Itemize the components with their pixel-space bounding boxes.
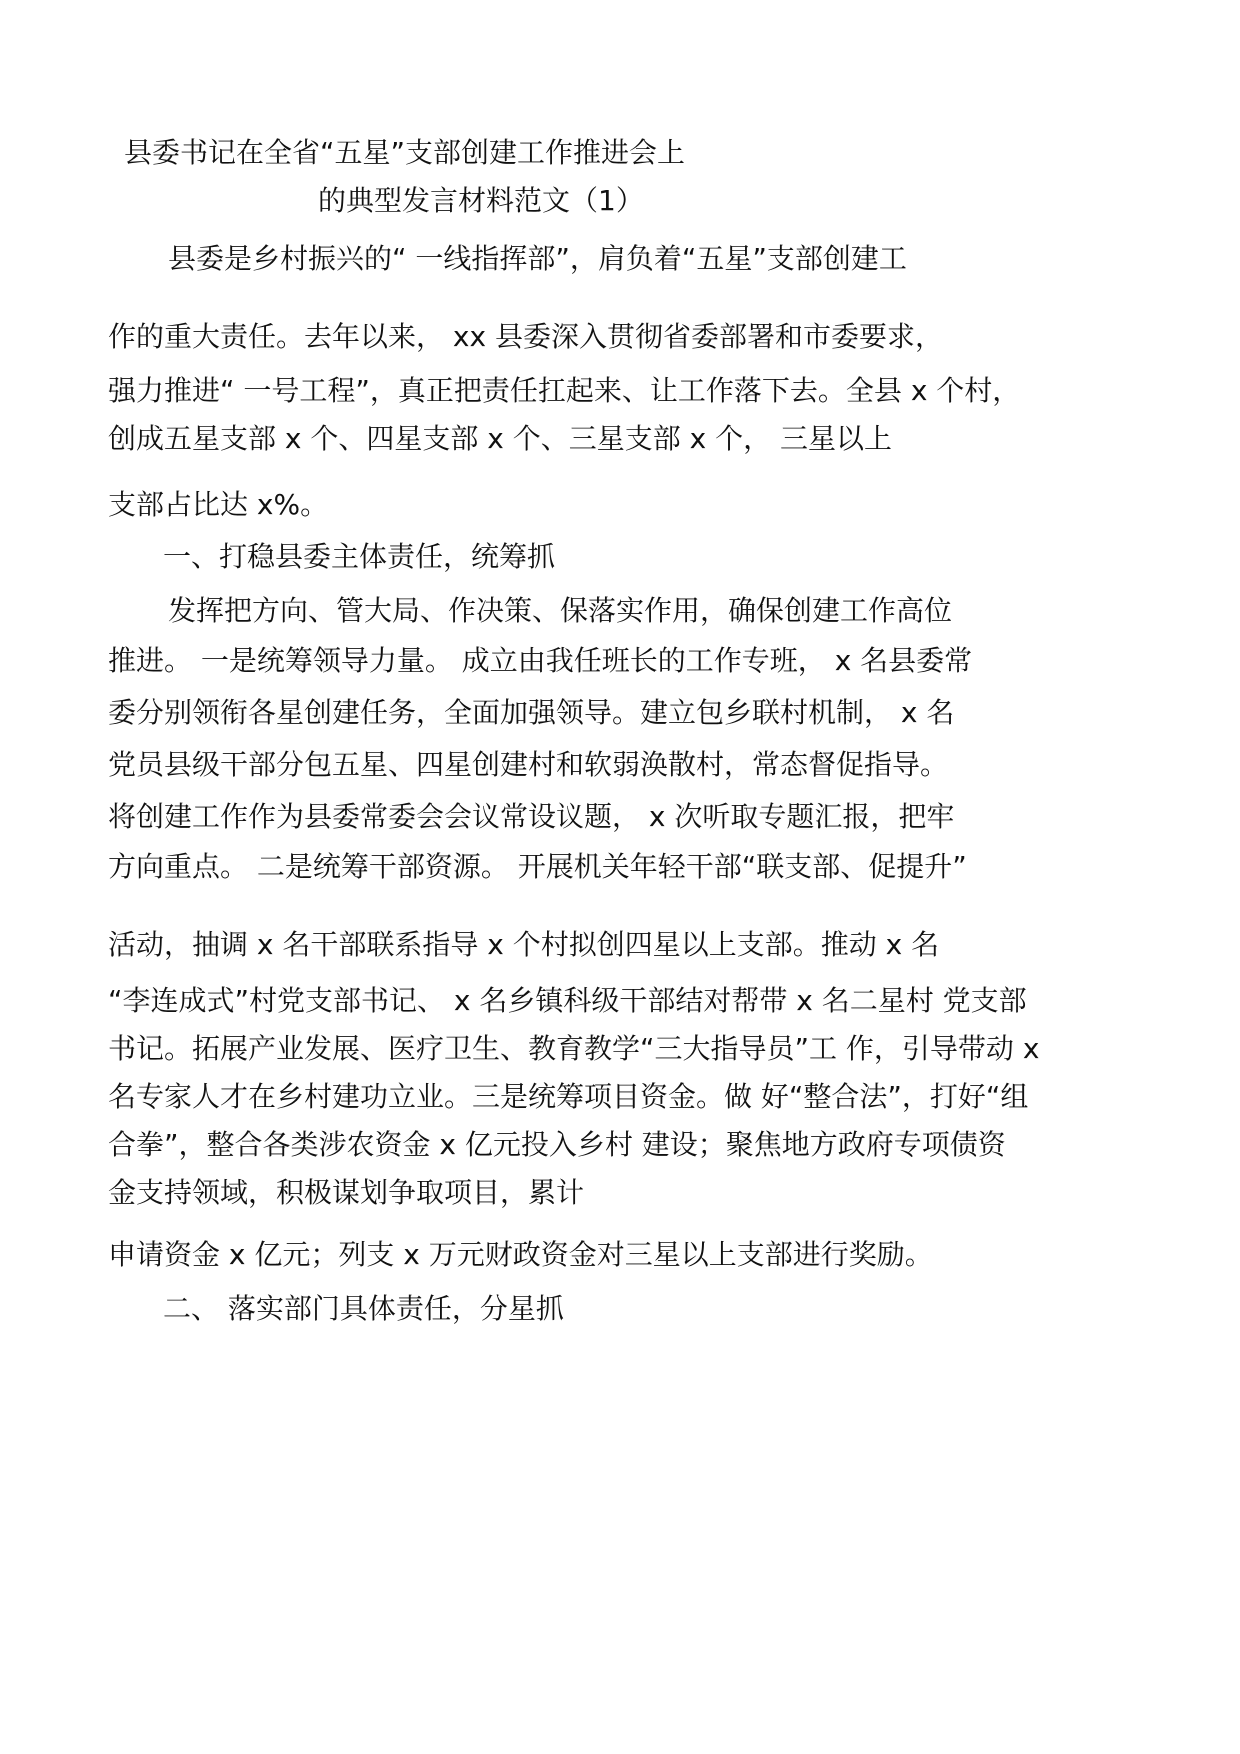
paragraph-line: 合拳”，整合各类涉农资金 x 亿元投入乡村 建设；聚焦地方政府专项债资 (108, 1128, 1006, 1161)
section-heading-2: 二、 落实部门具体责任，分星抓 (163, 1292, 564, 1325)
paragraph-line: 推进。 一是统筹领导力量。 成立由我任班长的工作专班， x 名县委常 (108, 644, 973, 677)
paragraph-line: 党员县级干部分包五星、四星创建村和软弱涣散村，常态督促指导。 (108, 748, 949, 781)
paragraph-line: 书记。拓展产业发展、医疗卫生、教育教学“三大指导员”工 作，引导带动 x (108, 1032, 1040, 1065)
paragraph-line: 方向重点。 二是统筹干部资源。 开展机关年轻干部“联支部、促提升” (108, 850, 967, 883)
paragraph-line: 委分别领衔各星创建任务，全面加强领导。建立包乡联村机制， x 名 (108, 696, 955, 729)
paragraph-line: 县委是乡村振兴的“ 一线指挥部”，肩负着“五星”支部创建工 (168, 242, 907, 275)
paragraph-line: “李连成式”村党支部书记、 x 名乡镇科级干部结对帮带 x 名二星村 党支部 (108, 984, 1027, 1017)
paragraph-line: 金支持领域，积极谋划争取项目，累计 (108, 1176, 585, 1209)
paragraph-line: 活动，抽调 x 名干部联系指导 x 个村拟创四星以上支部。推动 x 名 (108, 928, 940, 961)
paragraph-line: 支部占比达 x%。 (108, 488, 329, 521)
paragraph-line: 创成五星支部 x 个、四星支部 x 个、三星支部 x 个， 三星以上 (108, 422, 893, 455)
paragraph-line: 将创建工作作为县委常委会会议常设议题， x 次听取专题汇报，把牢 (108, 800, 955, 833)
paragraph-line: 作的重大责任。去年以来， xx 县委深入贯彻省委部署和市委要求， (108, 320, 943, 353)
paragraph-line: 名专家人才在乡村建功立业。三是统筹项目资金。做 好“整合法”，打好“组 (108, 1080, 1029, 1113)
section-heading-1: 一、打稳县委主体责任，统筹抓 (163, 540, 556, 573)
paragraph-line: 申请资金 x 亿元；列支 x 万元财政资金对三星以上支部进行奖励。 (108, 1238, 933, 1271)
title-line-1: 县委书记在全省“五星”支部创建工作推进会上 (124, 136, 686, 169)
paragraph-line: 强力推进“ 一号工程”，真正把责任扛起来、让工作落下去。全县 x 个村， (108, 374, 1021, 407)
title-line-2: 的典型发言材料范文（1） (318, 184, 644, 217)
paragraph-line: 发挥把方向、管大局、作决策、保落实作用，确保创建工作高位 (168, 594, 953, 627)
